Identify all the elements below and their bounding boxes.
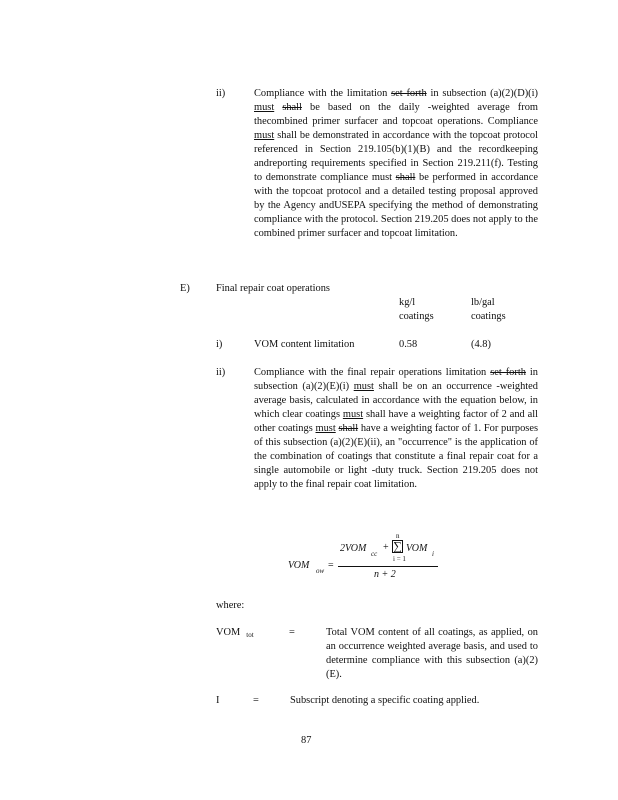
equation-lhs: VOM bbox=[288, 560, 310, 571]
unit-lb-per-gal: lb/gal bbox=[471, 297, 495, 308]
unit-coatings-2: coatings bbox=[471, 311, 506, 322]
unit-coatings: coatings bbox=[399, 311, 434, 322]
equation-numerator-b-subscript: i bbox=[432, 550, 434, 558]
equation-numerator-a: 2VOM bbox=[340, 543, 367, 554]
equation-numerator-a-subscript: cc bbox=[371, 550, 378, 558]
item-label: ii) bbox=[216, 367, 226, 378]
equation-denominator: n + 2 bbox=[374, 569, 396, 580]
definition-equals: = bbox=[289, 627, 295, 638]
sigma-upper-limit: n bbox=[396, 532, 400, 540]
limitation-label: VOM content limitation bbox=[254, 339, 355, 350]
item-label: i) bbox=[216, 339, 223, 350]
limit-value-kg-l: 0.58 bbox=[399, 339, 418, 350]
item-label: ii) bbox=[216, 88, 226, 99]
equation-numerator-b: VOM bbox=[406, 543, 428, 554]
definition-text: Total VOM content of all coatings, as applied, on an occurrence weighted average basis, and used to determine compliance with this subsection (a)(2)(E). bbox=[326, 627, 538, 680]
compliance-paragraph-final-repair: Compliance with the final repair operations limitation set forth in subsection (a)(2)(E)(i) must shall be on an occurrence -weighted average basis, calculated in accordance with the equation below, in which clear coatings must shall have a weighting factor of 2 and all other coatings must shall have a weighting factor of 1. For purposes of this subsection (a)(2)(E)(ii), an "occurrence" is the application of the combination of coatings that constitute a final repair coat for a single automobile or light -duty truck. Section 219.205 does not apply to the final repair coat limitation. bbox=[254, 367, 539, 490]
page-number: 87 bbox=[301, 735, 312, 746]
definition-term: I bbox=[216, 695, 220, 706]
equation-lhs-subscript: ow bbox=[316, 567, 325, 575]
definition-text: Subscript denoting a specific coating applied. bbox=[290, 695, 480, 706]
section-title: Final repair coat operations bbox=[216, 283, 330, 294]
sigma-lower-limit: i = 1 bbox=[393, 555, 406, 563]
where-label: where: bbox=[216, 600, 245, 611]
compliance-paragraph-combined: Compliance with the limitation set forth in subsection (a)(2)(D)(i) must shall be based on the daily -weighted average from thecombined primer surfacer and topcoat operations. Compliance must shall be demonstrated in accordance with the topcoat protocol referenced in Section 219.105(b)(1)(B) and the recordkeeping andreporting requirements specified in Section 219.211(f). Testing to demonstrate compliance must shall be performed in accordance with the topcoat protocol and a detailed testing proposal approved by the Agency andUSEPA specifying the method of demonstrating compliance with the protocol. Section 219.205 does not apply to the combined primer surfacer and topcoat limitation. bbox=[254, 88, 538, 239]
sigma-icon: ∑ bbox=[393, 539, 402, 553]
limit-value-lb-gal: (4.8) bbox=[471, 339, 491, 350]
definition-term: VOM tot bbox=[216, 627, 254, 639]
section-label: E) bbox=[180, 283, 190, 294]
definition-equals: = bbox=[253, 695, 259, 706]
fraction-bar bbox=[338, 566, 438, 567]
equation-equals: = bbox=[328, 560, 334, 571]
unit-kg-per-l: kg/l bbox=[399, 297, 416, 308]
equation-plus: + bbox=[383, 542, 389, 553]
